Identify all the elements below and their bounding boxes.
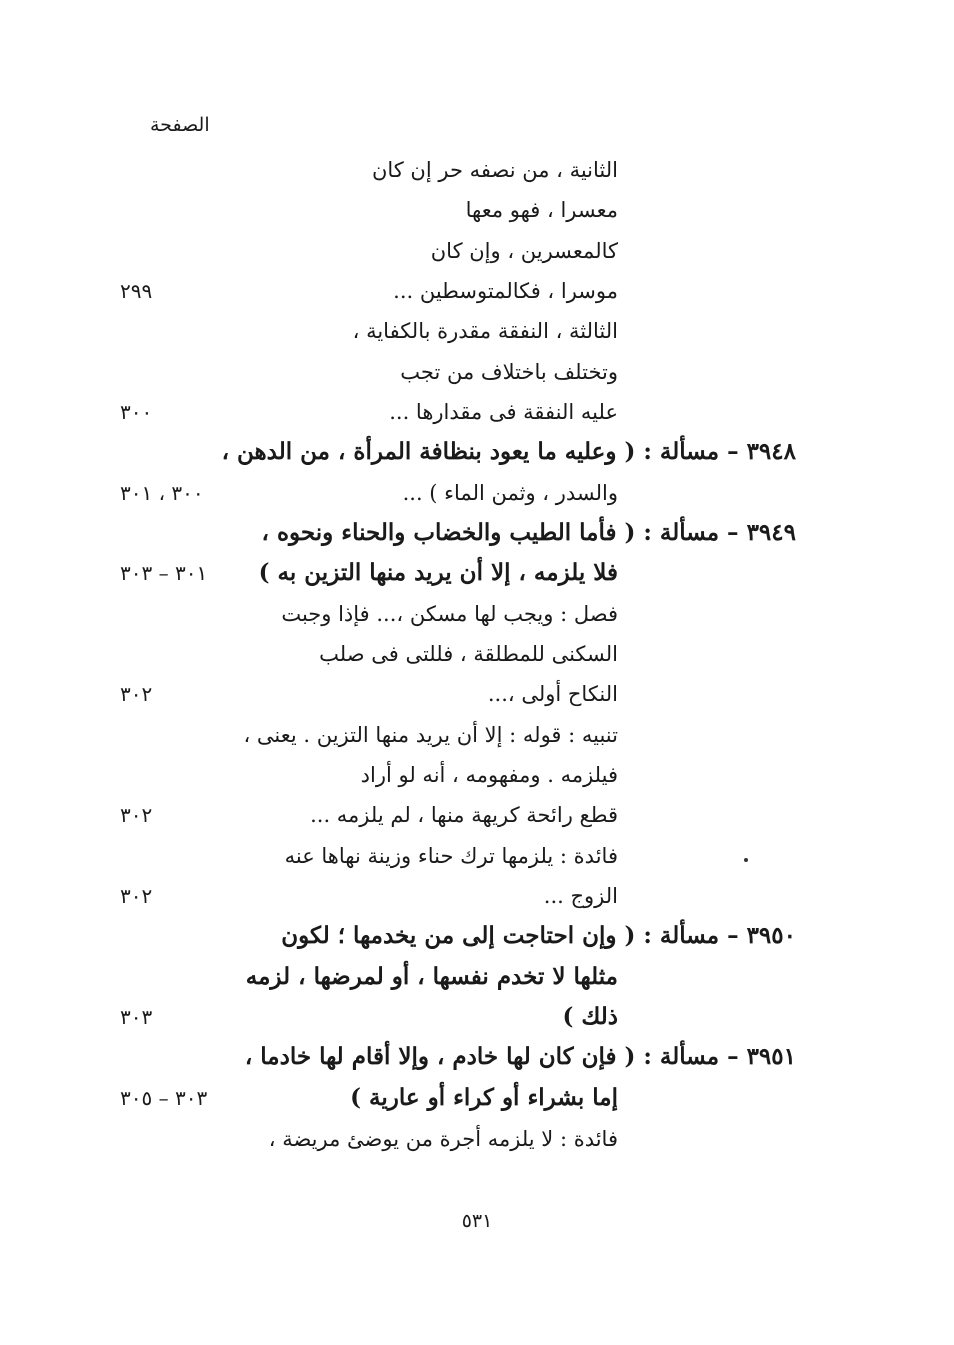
entry-page-ref: ٣٠٣ (120, 1005, 153, 1029)
entry-page-ref: ٣٠٢ (120, 803, 153, 827)
entry-text: ٣٩٤٨ – مسألة : ( وعليه ما يعود بنظافة المرأة ، من الدهن ، (221, 438, 796, 465)
index-line (0, 760, 954, 800)
index-line (0, 155, 954, 195)
entry-text: النكاح أولى ،... (487, 682, 618, 706)
index-line (0, 518, 954, 558)
entry-page-ref: ٣٠٠ ، ٣٠١ (120, 481, 204, 505)
page-number: ٥٣١ (461, 1210, 493, 1232)
index-line (0, 841, 954, 881)
entry-text: إما بشراء أو كراء أو عارية ) (350, 1084, 618, 1111)
entry-page-ref: ٣٠٢ (120, 682, 153, 706)
entry-text: قطع رائحة كريهة منها ، لم يلزمه ... (310, 803, 618, 827)
entry-page-ref: ٣٠٠ (120, 400, 153, 424)
entry-text: فائدة : لا يلزمه أجرة من يوضئ مريضة ، (268, 1127, 618, 1151)
entry-text: وتختلف باختلاف من تجب (400, 360, 618, 384)
index-line (0, 236, 954, 276)
index-line (0, 1002, 954, 1042)
index-line (0, 195, 954, 235)
entry-text: فلا يلزمه ، إلا أن يريد منها التزين به ) (258, 559, 618, 586)
entry-text: ٣٩٥٠ – مسألة : ( وإن احتاجت إلى من يخدمها ؛ لكون (281, 922, 796, 949)
entry-page-ref: ٢٩٩ (120, 279, 153, 303)
entry-text: مثلها لا تخدم نفسها ، أو لمرضها ، لزمه (245, 963, 618, 990)
entry-text: عليه النفقة فى مقدارها ... (389, 400, 618, 424)
entry-text: الثالثة ، النفقة مقدرة بالكفاية ، (352, 319, 618, 343)
index-line (0, 1042, 954, 1082)
index-line (0, 800, 954, 840)
page-column-header: الصفحة (150, 114, 210, 136)
entry-text: فائدة : يلزمها ترك حناء وزينة نهاها عنه (284, 844, 618, 868)
index-line (0, 397, 954, 437)
index-line (0, 599, 954, 639)
index-line (0, 558, 954, 598)
entry-text: الزوج ... (543, 884, 618, 908)
entry-page-ref: ٣٠٣ – ٣٠٥ (120, 1086, 208, 1110)
index-line (0, 962, 954, 1002)
entry-page-ref: ٣٠١ – ٣٠٣ (120, 561, 208, 585)
index-line (0, 357, 954, 397)
entry-text: كالمعسرين ، وإن كان (430, 239, 618, 263)
entry-text: فيلزمه . ومفهومه ، أنه لو أراد (360, 763, 618, 787)
entry-text: السكنى للمطلقة ، فللتى فى صلب (319, 642, 618, 666)
entry-text: تنبيه : قوله : إلا أن يريد منها التزين . يعنى ، (243, 723, 618, 747)
entry-text: ٣٩٤٩ – مسألة : ( فأما الطيب والخضاب والحناء ونحوه ، (261, 519, 796, 546)
index-line (0, 316, 954, 356)
entry-page-ref: ٣٠٢ (120, 884, 153, 908)
index-line (0, 1083, 954, 1123)
print-speck (744, 858, 748, 862)
entry-text: فصل : ويجب لها مسكن ،... فإذا وجبت (281, 602, 618, 626)
entry-text: ذلك ) (562, 1003, 618, 1030)
entry-text: والسدر ، وثمن الماء ) ... (402, 481, 618, 505)
entry-text: معسرا ، فهو معها (465, 198, 618, 222)
index-line (0, 720, 954, 760)
index-line (0, 1124, 954, 1164)
index-line (0, 881, 954, 921)
index-line (0, 276, 954, 316)
index-line (0, 921, 954, 961)
entry-text: الثانية ، من نصفه حر إن كان (371, 158, 618, 182)
index-line (0, 478, 954, 518)
index-line (0, 437, 954, 477)
index-line (0, 639, 954, 679)
index-line (0, 679, 954, 719)
entry-text: ٣٩٥١ – مسألة : ( فإن كان لها خادم ، وإلا أقام لها خادما ، (244, 1043, 796, 1070)
entry-text: موسرا ، فكالمتوسطين ... (393, 279, 618, 303)
